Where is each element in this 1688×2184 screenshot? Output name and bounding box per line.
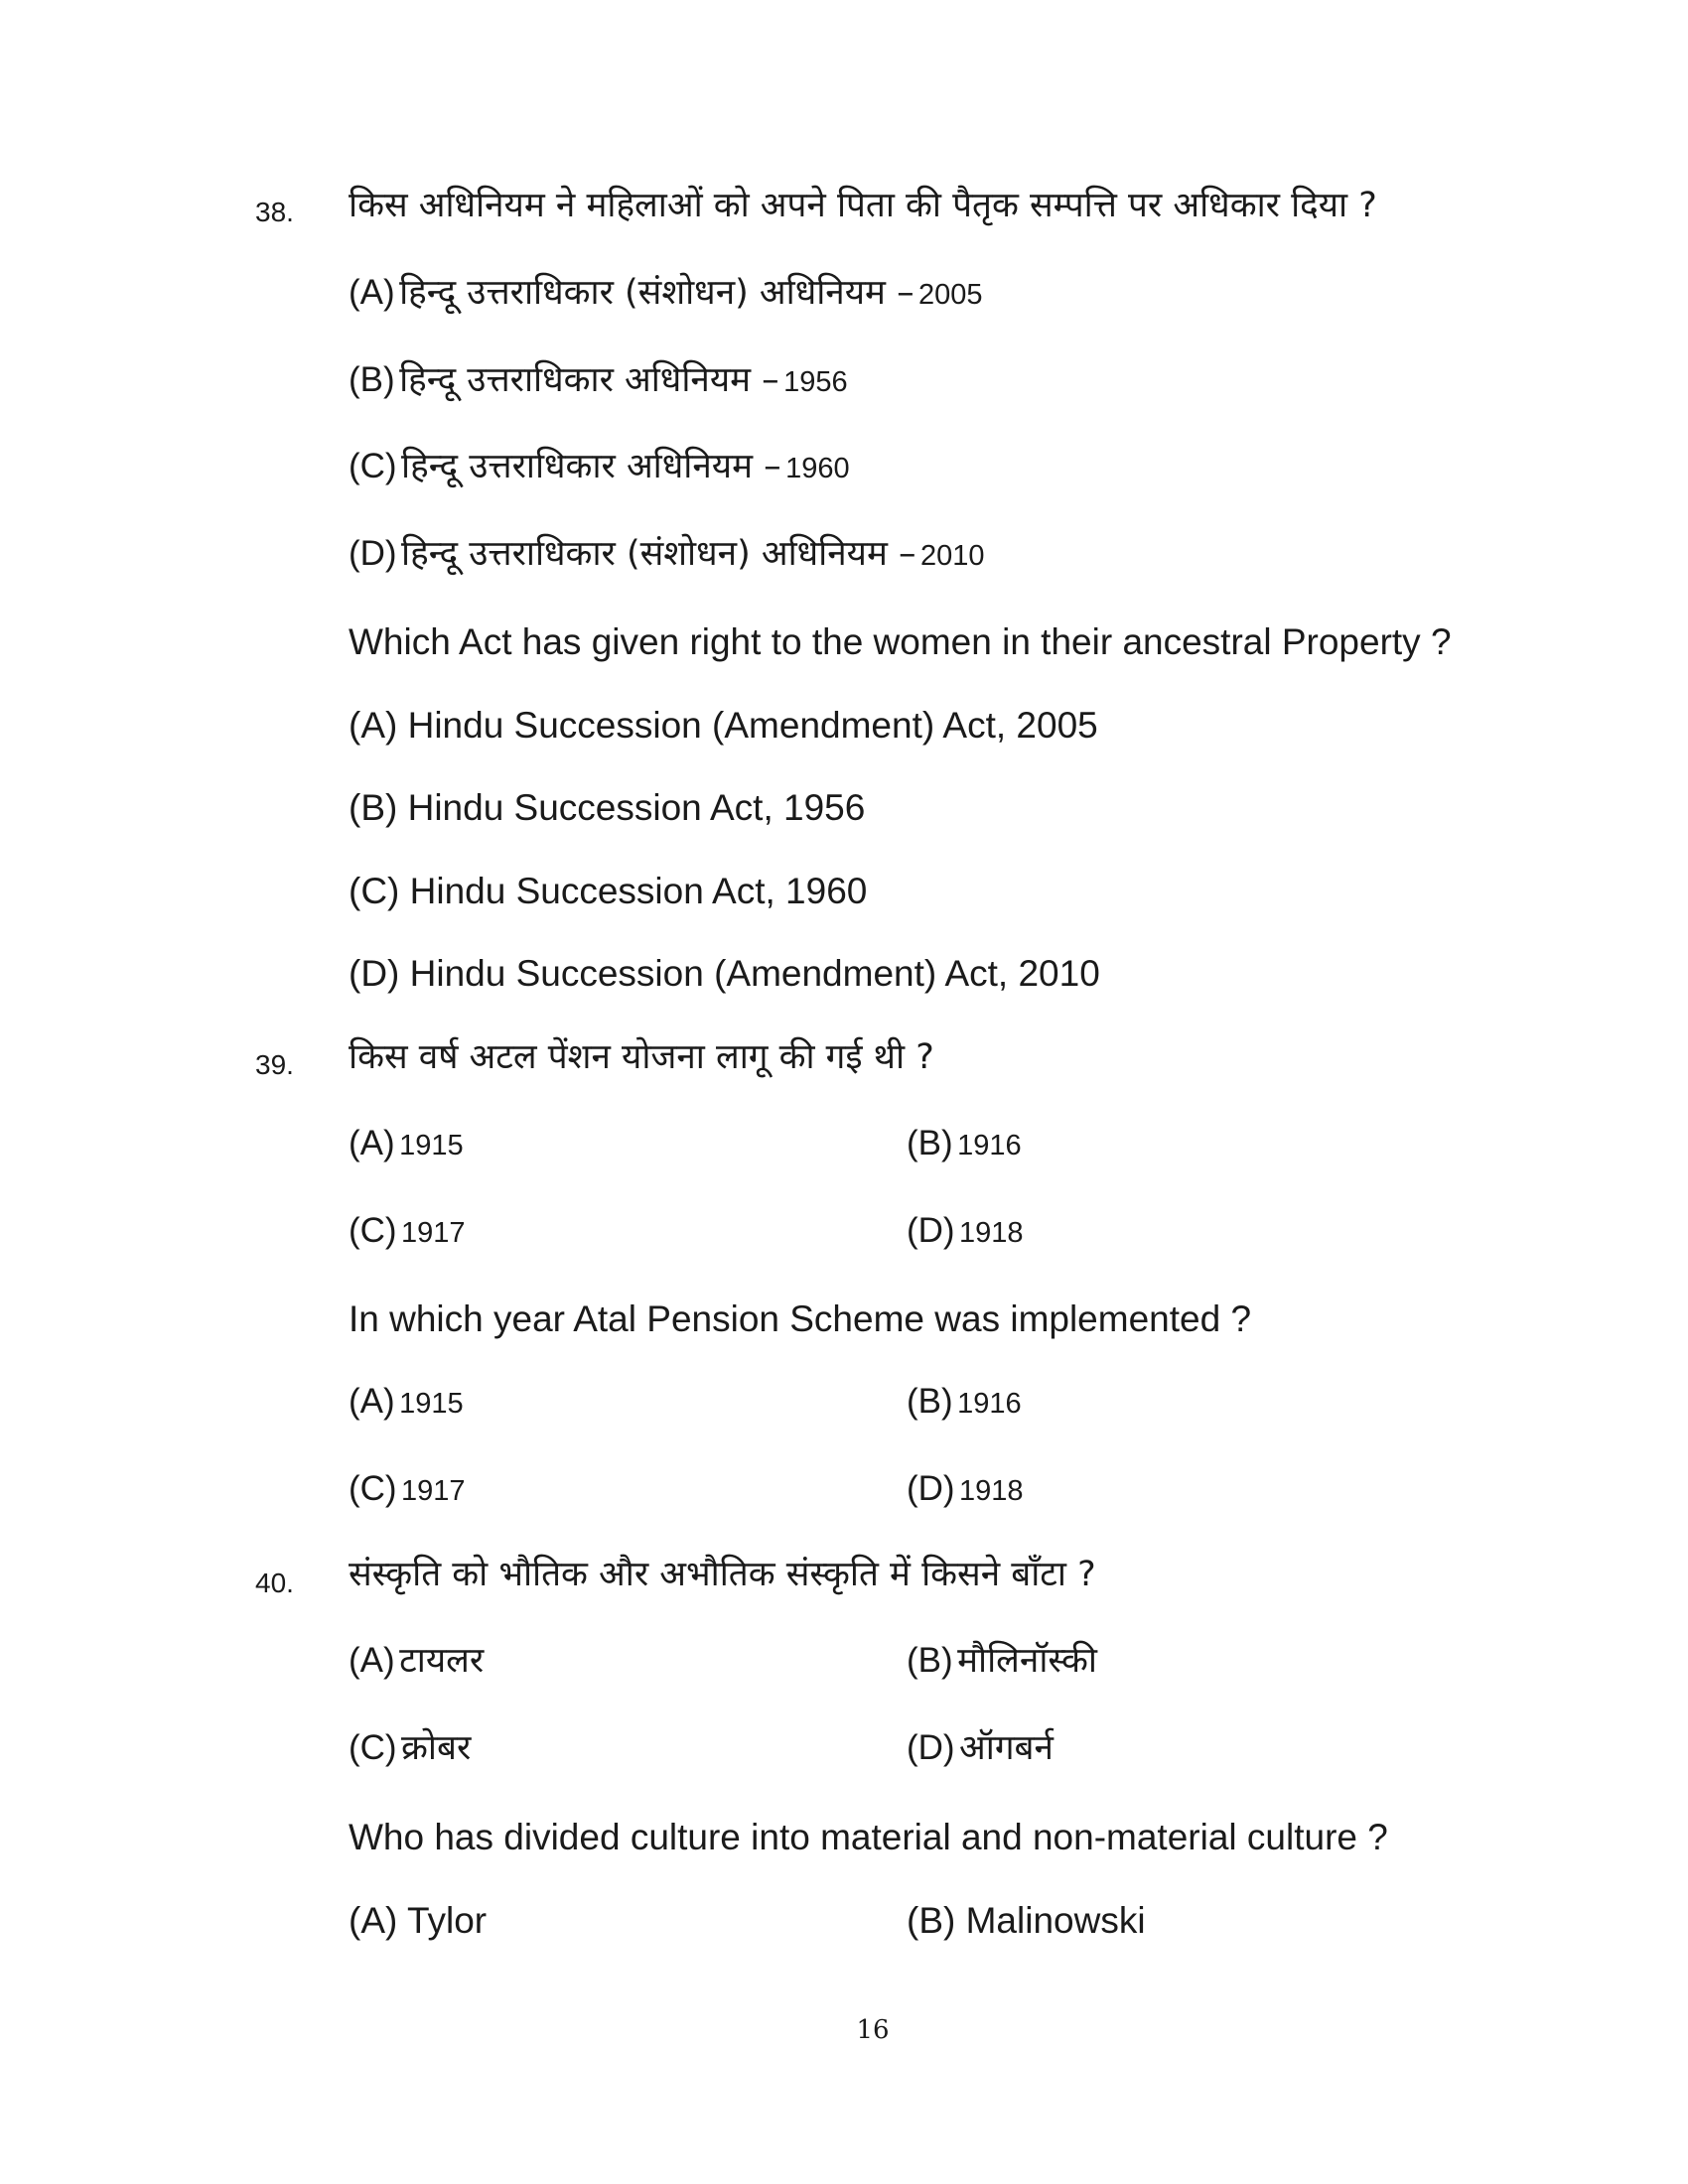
- option-c-english: (C) Hindu Succession Act, 1960: [349, 871, 868, 911]
- option-b-english: (B) Hindu Succession Act, 1956: [349, 787, 866, 828]
- question-text-hindi: संस्कृति को भौतिक और अभौतिक संस्कृति में किसने बाँटा ?: [349, 1555, 1096, 1594]
- question-text-english: Which Act has given right to the women in their ancestral Property ?: [349, 621, 1452, 662]
- question-number: 39.: [255, 1049, 294, 1080]
- option-c-hindi: (C) हिन्दू उत्तराधिकार अधिनियम – 1960: [349, 447, 850, 486]
- option-b-english: (B) Malinowski: [907, 1900, 1146, 1941]
- question-text-english: Who has divided culture into material and non-material culture ?: [349, 1817, 1388, 1857]
- option-a-hindi: (A) टायलर: [349, 1641, 485, 1681]
- option-a-hindi: (A) 1915: [349, 1124, 464, 1162]
- option-a-english: (A) Hindu Succession (Amendment) Act, 2005: [349, 705, 1098, 746]
- question-number: 38.: [255, 197, 294, 227]
- option-d-english: (D) 1918: [907, 1469, 1024, 1508]
- option-c-hindi: (C) 1917: [349, 1211, 466, 1250]
- option-d-hindi: (D) 1918: [907, 1211, 1024, 1250]
- option-b-english: (B) 1916: [907, 1382, 1022, 1421]
- option-b-hindi: (B) मौलिनॉस्की: [907, 1641, 1097, 1681]
- option-b-hindi: (B) 1916: [907, 1124, 1022, 1162]
- question-text-english: In which year Atal Pension Scheme was implemented ?: [349, 1298, 1252, 1339]
- option-c-hindi: (C) क्रोबर: [349, 1728, 472, 1768]
- option-d-hindi: (D) हिन्दू उत्तराधिकार (संशोधन) अधिनियम – 2010: [349, 534, 985, 574]
- option-b-hindi: (B) हिन्दू उत्तराधिकार अधिनियम – 1956: [349, 360, 848, 400]
- option-a-english: (A) Tylor: [349, 1900, 488, 1941]
- option-d-hindi: (D) ऑगबर्न: [907, 1728, 1054, 1768]
- option-c-english: (C) 1917: [349, 1469, 466, 1508]
- option-a-english: (A) 1915: [349, 1382, 464, 1421]
- question-number: 40.: [255, 1568, 294, 1598]
- option-d-english: (D) Hindu Succession (Amendment) Act, 2010: [349, 953, 1100, 994]
- question-text-hindi: किस अधिनियम ने महिलाओं को अपने पिता की पैतृक सम्पत्ति पर अधिकार दिया ?: [349, 186, 1377, 225]
- question-text-hindi: किस वर्ष अटल पेंशन योजना लागू की गई थी ?: [349, 1037, 934, 1077]
- page-number: 16: [856, 2015, 890, 2045]
- option-a-hindi: (A) हिन्दू उत्तराधिकार (संशोधन) अधिनियम – 2005: [349, 273, 983, 313]
